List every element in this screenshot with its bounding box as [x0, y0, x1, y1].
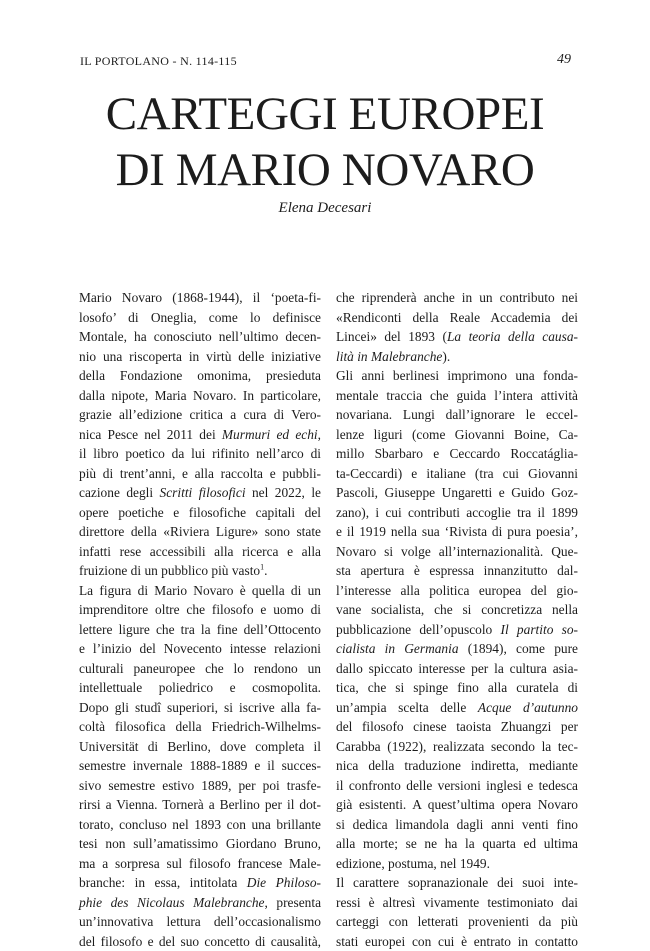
text-line: nica della traduzione indiretta, mediante [336, 756, 578, 776]
text-line [79, 873, 321, 893]
text-line: del filosofo cinese taoista Zhuangzi per [336, 717, 578, 737]
text-segment: Lincei» del 1893 ( [336, 329, 447, 344]
text-line: Mario Novaro (1868-1944), il ‘poeta-fi- [79, 288, 321, 308]
text-line: Gli anni berlinesi imprimono una fonda- [336, 366, 578, 386]
text-line: stati europei con cui è entrato in contatto [336, 932, 578, 951]
footnote-marker[interactable]: 1 [260, 563, 264, 572]
text-segment: cazione degli [79, 485, 160, 500]
text-line: il libro poetico da lui rifinito nell’arco di [79, 444, 321, 464]
title-line: CARTEGGI EUROPEI [0, 86, 650, 142]
italic-title: Il partito so- [501, 622, 579, 637]
text-segment: nel 2022, le [246, 485, 321, 500]
text-line [336, 698, 578, 718]
text-line: ressi è altresì vivamente testimoniato dai [336, 893, 578, 913]
text-segment: nica Pesce nel 2011 dei [79, 427, 222, 442]
page-number: 49 [557, 52, 571, 68]
text-line [79, 561, 321, 581]
italic-title: lità in Malebranche [336, 349, 442, 364]
text-line: rirsi a Vienna. Tornerà a Berlino per il dot- [79, 795, 321, 815]
italic-title: phie des Nicolaus Malebranche [79, 895, 265, 910]
author-name: Elena Decesari [0, 200, 650, 217]
text-line: e il 1919 nella sua ‘Rivista di pura poesia’, [336, 522, 578, 542]
text-line: più di trent’anni, e alla raccolta e pubbli- [79, 464, 321, 484]
text-line: intellettuale poliedrico e cosmopolita. [79, 678, 321, 698]
text-line: ma a sorpresa sul filosofo francese Male- [79, 854, 321, 874]
text-line: Novaro si volge all’internazionalità. Que- [336, 542, 578, 562]
text-segment: ). [442, 349, 450, 364]
text-line [336, 327, 578, 347]
italic-title: cialista in Germania [336, 641, 459, 656]
text-line: già esistenti. A quest’ultima opera Novaro [336, 795, 578, 815]
text-line: che riprenderà anche in un contributo nei [336, 288, 578, 308]
text-line: semestre invernale 1888-1889 e il succes- [79, 756, 321, 776]
text-line: sta apertura è espressa innanzitutto dal- [336, 561, 578, 581]
text-segment: un’ampia scelta delle [336, 700, 478, 715]
text-line [336, 639, 578, 659]
text-line: culturali paneuropee che lo rendono un [79, 659, 321, 679]
text-line: zano), i cui contributi accoglie tra il 1899 [336, 503, 578, 523]
italic-title: Die Philoso- [247, 875, 321, 890]
text-line: edizione, postuma, nel 1949. [336, 854, 578, 874]
text-segment: branche: in essa, intitolata [79, 875, 247, 890]
text-line: infatti rese accessibili alla ricerca e alla [79, 542, 321, 562]
text-line: dallo spiccato interesse per la cultura asia- [336, 659, 578, 679]
text-line: un’innovativa lettura dell’occasionalismo [79, 912, 321, 932]
text-segment: , presenta [265, 895, 322, 910]
text-line [79, 893, 321, 913]
text-line: direttore della «Riviera Ligure» sono state [79, 522, 321, 542]
text-line: novariana. Lungi dall’ignorare le eccel- [336, 405, 578, 425]
text-line: torato, concluso nel 1893 con una brillante [79, 815, 321, 835]
text-line: l’interesse alla politica europea del gio- [336, 581, 578, 601]
text-line: tica, che si spinge fino alla curatela di [336, 678, 578, 698]
text-line: il confronto delle versioni inglesi e tedesca [336, 776, 578, 796]
text-line: del filosofo e del suo concetto di causalità, [79, 932, 321, 951]
italic-title: Acque d’autunno [478, 700, 578, 715]
body-column-right [336, 288, 578, 951]
text-line: Dopo gli studî superiori, si iscrive alla fa- [79, 698, 321, 718]
body-column-left [79, 288, 321, 951]
text-segment: fruizione di un pubblico più vasto [79, 563, 260, 578]
text-line: La figura di Mario Novaro è quella di un [79, 581, 321, 601]
text-line: alla morte; se ne ha la quarta ed ultima [336, 834, 578, 854]
text-line [336, 620, 578, 640]
italic-title: Scritti filosofici [160, 485, 246, 500]
text-line: sivo semestre estivo 1889, per poi trasfe- [79, 776, 321, 796]
text-line: carteggi con letterati provenienti da più [336, 912, 578, 932]
text-line: losofo’ di Oneglia, come lo definisce [79, 308, 321, 328]
text-line: coltà filosofica della Friedrich-Wilhelms- [79, 717, 321, 737]
text-line: ta-Ceccardi) e italiane (tra cui Giovanni [336, 464, 578, 484]
text-line: Universität di Berlino, dove completa il [79, 737, 321, 757]
text-line: e l’inizio del Novecento intesse relazioni [79, 639, 321, 659]
text-line: nio una riscoperta in virtù delle iniziative [79, 347, 321, 367]
text-line: lettere ligure che tra la fine dell’Ottocento [79, 620, 321, 640]
text-line: millo Sbarbaro e Ceccardo Roccatáglia- [336, 444, 578, 464]
italic-title: Murmuri ed echi [222, 427, 318, 442]
text-line: Pascoli, Giuseppe Ungaretti e Guido Goz- [336, 483, 578, 503]
text-line: grazie all’edizione critica a cura di Vero- [79, 405, 321, 425]
text-segment: (1894), come pure [459, 641, 578, 656]
text-line [79, 483, 321, 503]
text-line: lenze liguri (come Giovanni Boine, Ca- [336, 425, 578, 445]
text-line: Carabba (1922), realizzata secondo la tec- [336, 737, 578, 757]
italic-title: La teoria della causa- [447, 329, 578, 344]
text-line: mentale traccia che guida l’intera attività [336, 386, 578, 406]
text-segment: , [318, 427, 321, 442]
text-line [336, 347, 578, 367]
title-line: DI MARIO NOVARO [0, 142, 650, 198]
text-line [79, 425, 321, 445]
article-title [0, 86, 650, 198]
text-line: opere poetiche e filosofiche capitali del [79, 503, 321, 523]
text-line: dalla nipote, Maria Novaro. In particolare, [79, 386, 321, 406]
text-line: vane socialista, che si concretizza nella [336, 600, 578, 620]
text-line: «Rendiconti della Reale Accademia dei [336, 308, 578, 328]
text-line: tesi non sull’amatissimo Giordano Bruno, [79, 834, 321, 854]
text-line: della Fondazione omonima, presieduta [79, 366, 321, 386]
text-segment: pubblicazione dell’opuscolo [336, 622, 501, 637]
text-line: si dedica limandola dagli anni venti fino [336, 815, 578, 835]
text-line: Montale, ha conosciuto nell’ultimo decen- [79, 327, 321, 347]
text-line: Il carattere sopranazionale dei suoi inte- [336, 873, 578, 893]
text-segment: . [264, 563, 267, 578]
running-head: IL PORTOLANO - N. 114-115 [80, 54, 237, 69]
text-line: imprenditore oltre che filosofo e uomo di [79, 600, 321, 620]
